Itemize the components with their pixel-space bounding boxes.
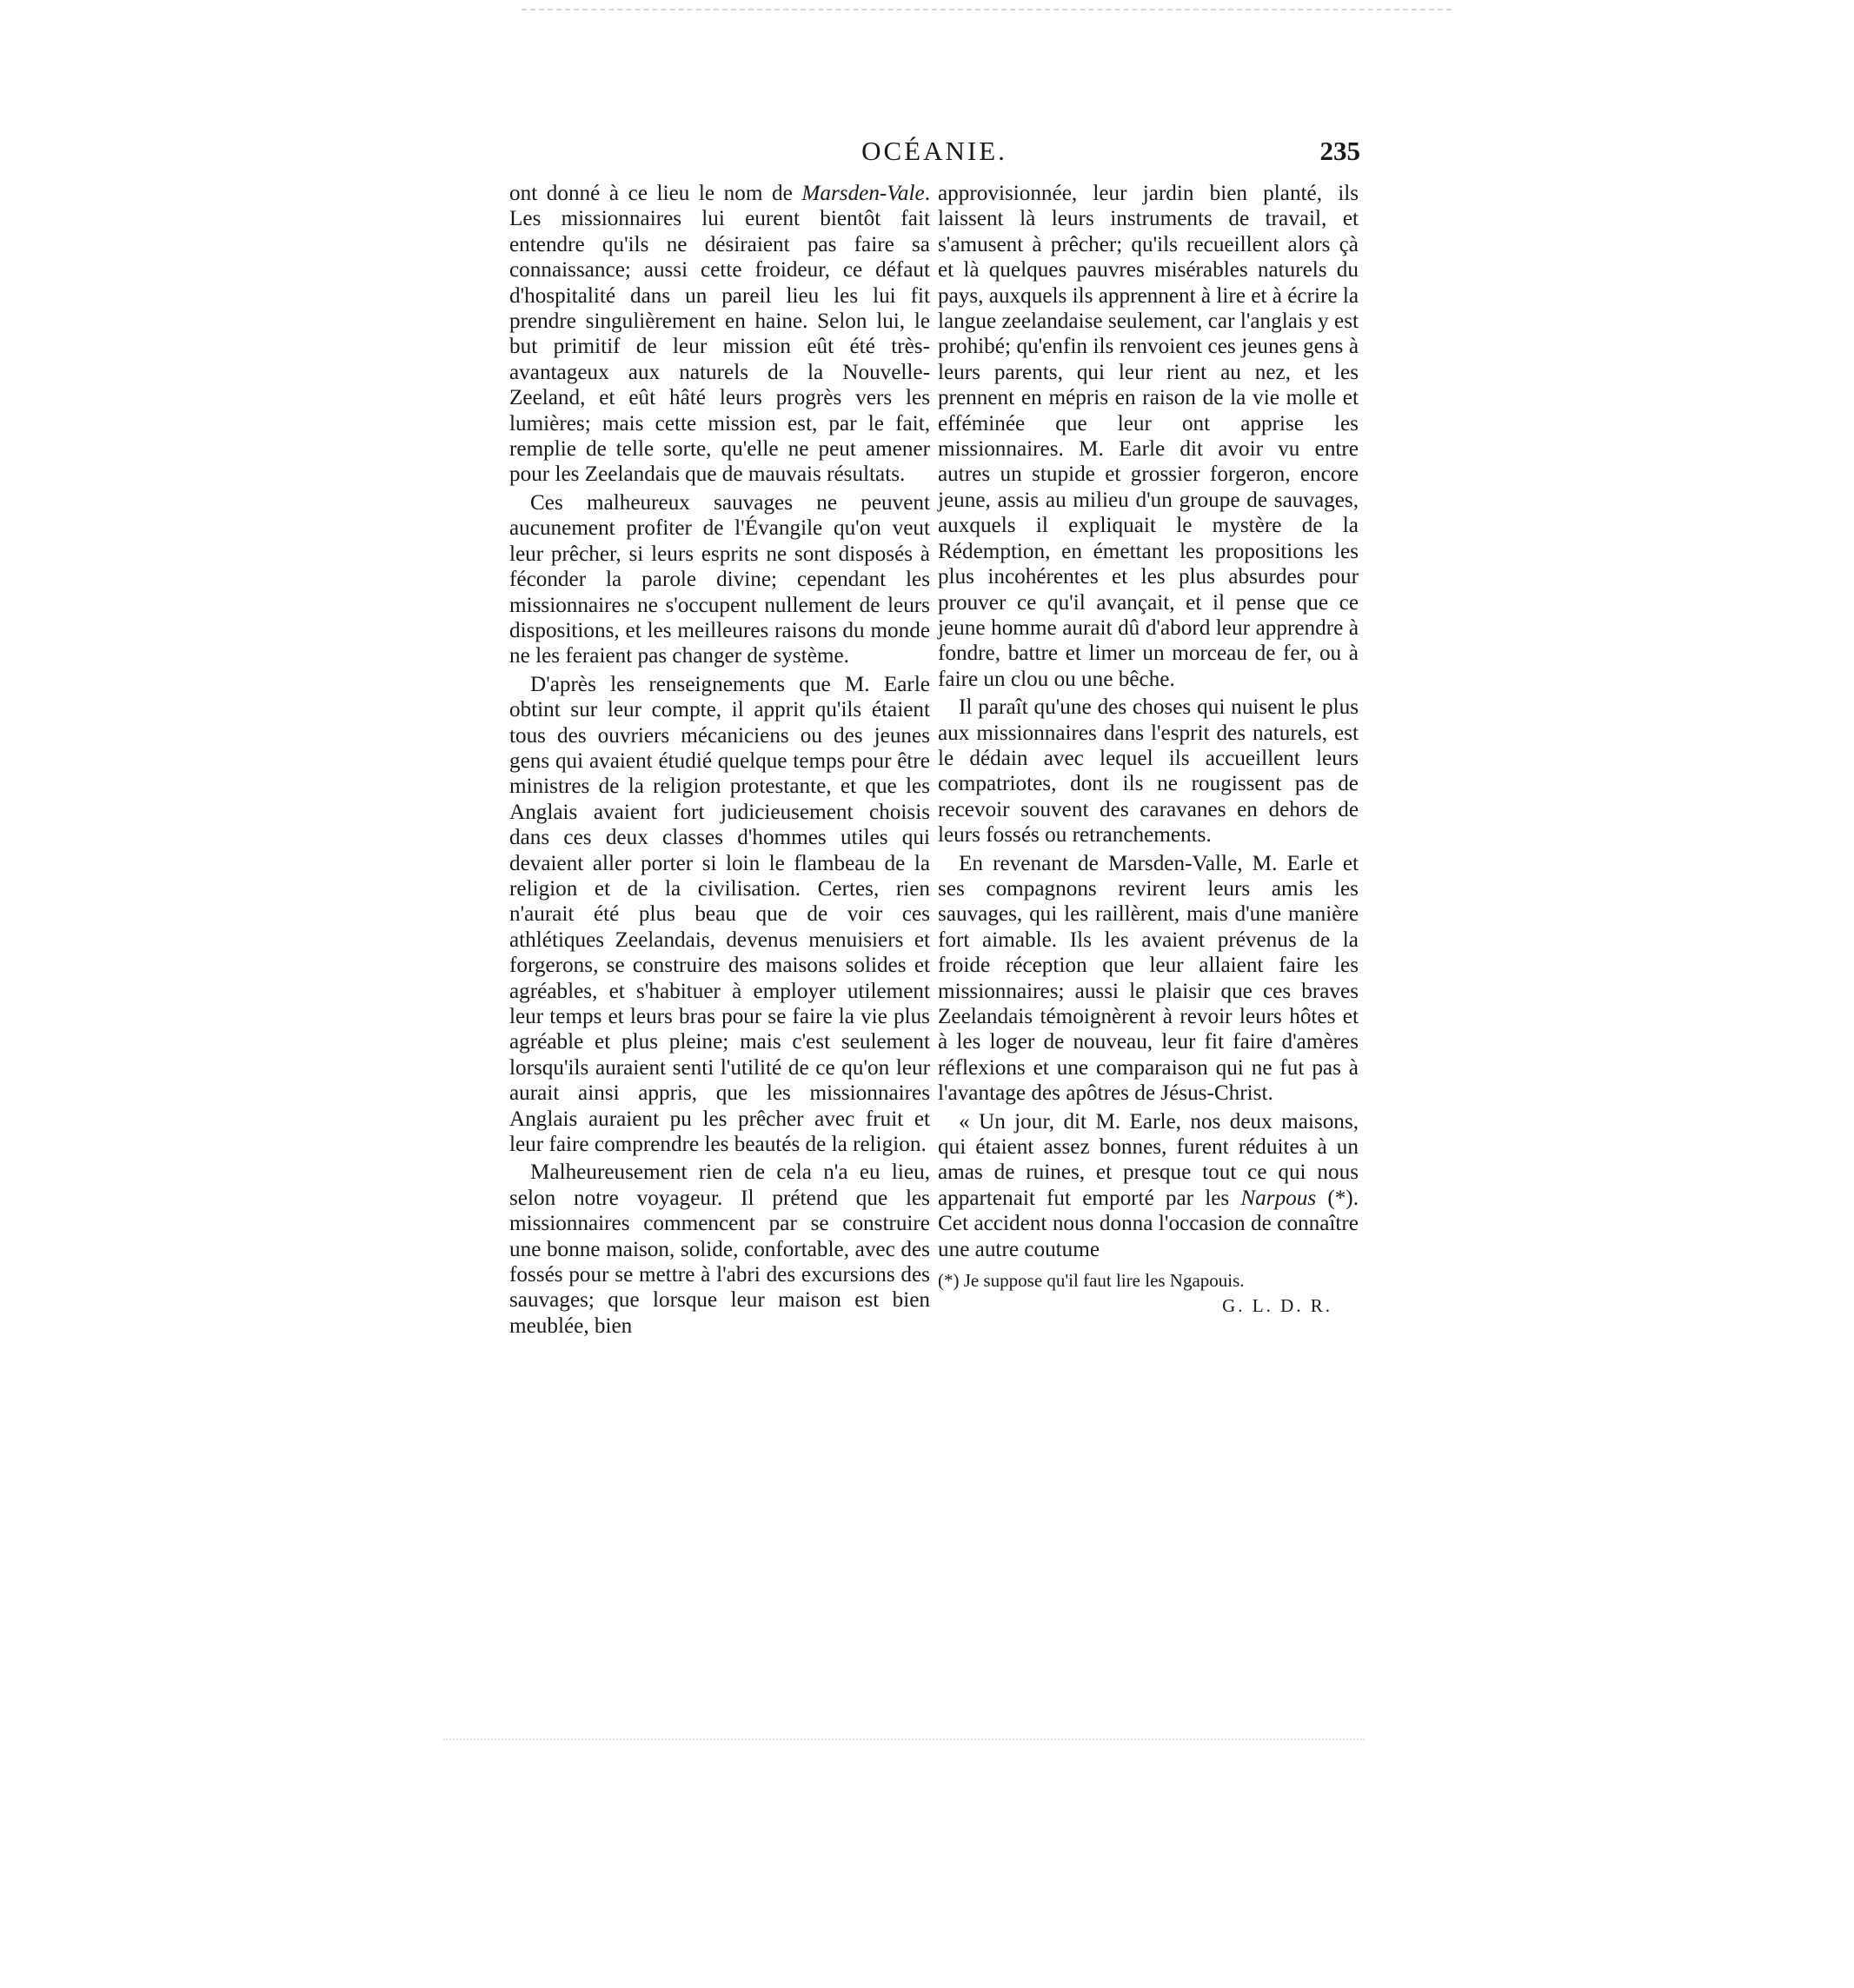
- paragraph: [938, 851, 1359, 1107]
- text-run: « Un jour, dit M. Earle, nos deux maisons, qui étaient assez bonnes, furent réduites à un amas de ruines, et presque tout ce qui nous appartenait fut emporté par les: [938, 1109, 1359, 1210]
- page-header: [508, 130, 1360, 174]
- text-run: Ces malheureux sauvages ne peuvent aucunement profiter de l'Évangile qu'on veut leur prêcher, si leurs esprits ne sont disposés à féconder la parole divine; cependant les missionnaires ne s'occupent nullement de leurs dispositions, et les meilleures raisons du monde ne les feraient pas changer de système.: [509, 490, 930, 668]
- running-title: OCÉANIE.: [861, 136, 1007, 166]
- scan-top-edge-artifact: [522, 9, 1452, 16]
- italic-text: Marsden-Vale: [801, 182, 925, 205]
- text-run: Malheureusement rien de cela n'a eu lieu, selon notre voyageur. Il prétend que les missionnaires commencent par se construire une bonne maison, solide, confortable, avec des fossés pour se mettre à l'abri des excursions des sauvages; que lorsque leur maison est bien meublée, bien: [509, 1160, 930, 1338]
- paragraph: [938, 695, 1359, 848]
- continued-paragraph: [509, 181, 930, 488]
- right-text-column: [938, 181, 1359, 1317]
- text-run: (*). Cet accident nous donna l'occasion de connaître une autre coutume: [938, 1186, 1359, 1261]
- scan-bottom-edge-artifact: [443, 1739, 1365, 1744]
- text-run: approvisionnée, leur jardin bien planté, ils laissent là leurs instruments de travail, et s'amusent à prêcher; qu'ils recueillent alors çà et là quelques pauvres misérables naturels du pays, auxquels ils apprennent à lire et à écrire la langue zeelandaise seulement, car l'anglais y est prohibé; qu'enfin ils renvoient ces jeunes gens à leurs parents, qui leur rient au nez, et les prennent en mépris en raison de la vie molle et efféminée que leur ont apprise les missionnaires. M. Earle dit avoir vu entre autres un stupide et grossier forgeron, encore jeune, assis au milieu d'un groupe de sauvages, auxquels il expliquait le mystère de la Rédemption, en émettant les propositions les plus incohérentes et les plus absurdes pour prouver ce qu'il avançait, et il pense que ce jeune homme aurait dû d'abord leur apprendre à fondre, battre et limer un morceau de fer, ou à faire un clou ou une bêche.: [938, 182, 1359, 691]
- text-run: En revenant de Marsden-Valle, M. Earle et ses compagnons revirent leurs amis les sauvages, qui les raillèrent, mais d'une manière fort aimable. Ils les avaient prévenus de la froide réception que leur allaient faire les missionnaires; aussi le plaisir que ces braves Zeelandais témoignèrent à revoir leurs hôtes et à les loger de nouveau, leur fit faire d'amères réflexions et une comparaison qui ne fut pas à l'avantage des apôtres de Jésus-Christ.: [938, 851, 1359, 1106]
- continued-paragraph: [938, 181, 1359, 692]
- text-run: D'après les renseignements que M. Earle obtint sur leur compte, il apprit qu'ils étaient tous des ouvriers mécaniciens ou des jeunes gens qui avaient étudié quelque temps pour être ministres de la religion protestante, et que les Anglais avaient fort judicieusement choisis dans ces deux classes d'hommes utiles qui devaient aller porter si loin le flambeau de la religion et de la civilisation. Certes, rien n'aurait été plus beau que de voir ces athlétiques Zeelandais, devenus menuisiers et forgerons, se construire des maisons solides et agréables, et s'habituer à employer utilement leur temps et leurs bras pour se faire la vie plus agréable et plus pleine; mais c'est seulement lorsqu'ils auraient senti l'utilité de ce qu'on leur aurait ainsi appris, que les missionnaires Anglais auraient pu les prêcher avec fruit et leur faire comprendre les beautés de la religion.: [509, 672, 930, 1157]
- text-run: Il paraît qu'une des choses qui nuisent le plus aux missionnaires dans l'esprit des naturels, est le dédain avec lequel ils accueillent leurs compatriotes, dont ils ne rougissent pas de recevoir souvent des caravanes en dehors de leurs fossés ou retranchements.: [938, 695, 1359, 848]
- footnote-signature: G. L. D. R.: [1222, 1295, 1332, 1317]
- page-number: 235: [1319, 136, 1360, 166]
- paragraph: [509, 1160, 930, 1339]
- paragraph: [938, 1109, 1359, 1262]
- left-text-column: [509, 181, 930, 1339]
- italic-text: Narpous: [1240, 1186, 1317, 1210]
- paragraph: [509, 490, 930, 669]
- text-run: ont donné à ce lieu le nom de: [509, 182, 802, 205]
- text-run: . Les missionnaires lui eurent bientôt fait entendre qu'ils ne désiraient pas faire sa connaissance; aussi cette froideur, ce défaut d'hospitalité dans un pareil lieu les lui fit prendre singulièrement en haine. Selon lui, le but primitif de leur mission eût été très-avantageux aux naturels de la Nouvelle-Zeeland, et eût hâté leurs progrès vers les lumières; mais cette mission est, par le fait, remplie de telle sorte, qu'elle ne peut amener pour les Zeelandais que de mauvais résultats.: [509, 182, 930, 487]
- paragraph: [509, 672, 930, 1158]
- footnote: (*) Je suppose qu'il faut lire les Ngapouis.: [938, 1270, 1245, 1292]
